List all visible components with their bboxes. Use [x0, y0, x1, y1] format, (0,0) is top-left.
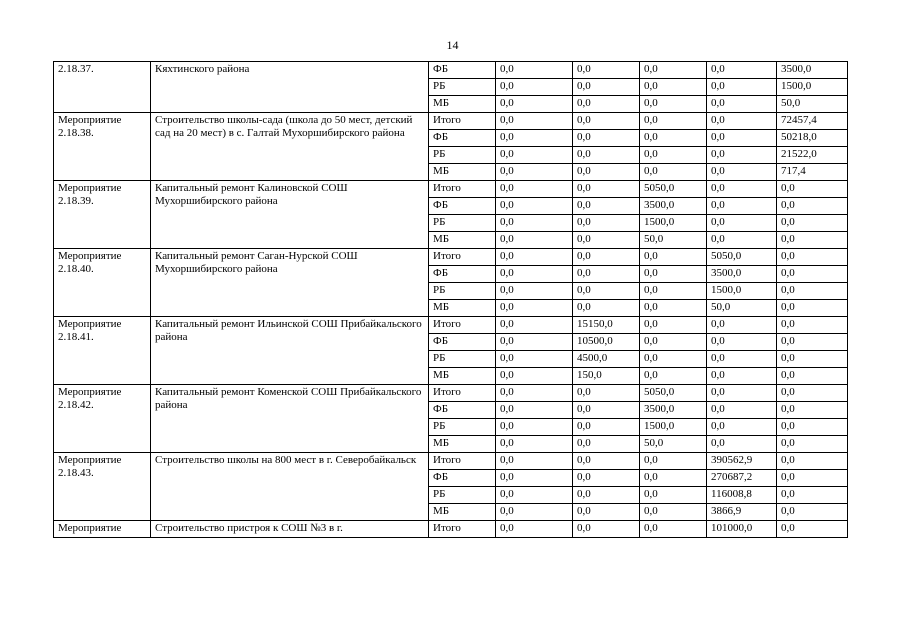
amount-cell: 0,0 [777, 181, 848, 198]
amount-cell: 0,0 [496, 266, 573, 283]
amount-cell: 0,0 [496, 232, 573, 249]
amount-cell: 0,0 [496, 334, 573, 351]
amount-cell: 0,0 [573, 147, 640, 164]
amount-cell: 0,0 [707, 130, 777, 147]
amount-cell: 50,0 [640, 232, 707, 249]
amount-cell: 0,0 [777, 521, 848, 538]
amount-cell: 0,0 [640, 317, 707, 334]
amount-cell: 0,0 [777, 232, 848, 249]
amount-cell: 0,0 [777, 504, 848, 521]
amount-cell: 0,0 [496, 402, 573, 419]
amount-cell: 10500,0 [573, 334, 640, 351]
table-row [54, 317, 848, 334]
funding-source-cell: ФБ [429, 334, 496, 351]
amount-cell: 116008,8 [707, 487, 777, 504]
amount-cell: 0,0 [707, 351, 777, 368]
table-row [54, 113, 848, 130]
measure-label: Мероприятие 2.18.39. [54, 181, 151, 249]
amount-cell: 0,0 [707, 385, 777, 402]
funding-source-cell: РБ [429, 351, 496, 368]
amount-cell: 0,0 [573, 113, 640, 130]
amount-cell: 0,0 [496, 130, 573, 147]
amount-cell: 0,0 [707, 79, 777, 96]
amount-cell: 0,0 [496, 504, 573, 521]
funding-source-cell: МБ [429, 300, 496, 317]
amount-cell: 1500,0 [640, 419, 707, 436]
measure-label: Мероприятие 2.18.41. [54, 317, 151, 385]
funding-source-cell: ФБ [429, 470, 496, 487]
amount-cell: 0,0 [640, 147, 707, 164]
funding-source-cell: МБ [429, 232, 496, 249]
amount-cell: 0,0 [496, 453, 573, 470]
amount-cell: 0,0 [573, 62, 640, 79]
amount-cell: 0,0 [573, 385, 640, 402]
amount-cell: 0,0 [496, 521, 573, 538]
amount-cell: 0,0 [573, 521, 640, 538]
amount-cell: 21522,0 [777, 147, 848, 164]
amount-cell: 0,0 [640, 300, 707, 317]
amount-cell: 50,0 [777, 96, 848, 113]
amount-cell: 0,0 [573, 402, 640, 419]
measure-label: Мероприятие 2.18.43. [54, 453, 151, 521]
funding-source-cell: РБ [429, 419, 496, 436]
amount-cell: 0,0 [573, 198, 640, 215]
amount-cell: 0,0 [573, 504, 640, 521]
amount-cell: 0,0 [573, 470, 640, 487]
amount-cell: 0,0 [777, 249, 848, 266]
funding-source-cell: РБ [429, 215, 496, 232]
amount-cell: 0,0 [707, 147, 777, 164]
page-number: 14 [446, 38, 459, 52]
funding-source-cell: Итого [429, 113, 496, 130]
measure-description: Капитальный ремонт Саган-Нурской СОШ Мухоршибирского района [151, 249, 429, 317]
amount-cell: 0,0 [496, 368, 573, 385]
amount-cell: 0,0 [777, 453, 848, 470]
measure-label: Мероприятие 2.18.42. [54, 385, 151, 453]
amount-cell: 0,0 [707, 113, 777, 130]
table-row [54, 385, 848, 402]
amount-cell: 101000,0 [707, 521, 777, 538]
amount-cell: 0,0 [640, 79, 707, 96]
amount-cell: 0,0 [707, 181, 777, 198]
amount-cell: 0,0 [707, 317, 777, 334]
amount-cell: 5050,0 [640, 181, 707, 198]
amount-cell: 1500,0 [640, 215, 707, 232]
amount-cell: 0,0 [573, 300, 640, 317]
amount-cell: 0,0 [496, 147, 573, 164]
amount-cell: 15150,0 [573, 317, 640, 334]
amount-cell: 0,0 [496, 79, 573, 96]
amount-cell: 0,0 [640, 62, 707, 79]
amount-cell: 0,0 [496, 385, 573, 402]
amount-cell: 0,0 [640, 96, 707, 113]
measure-description: Строительство школы-сада (школа до 50 мест, детский сад на 20 мест) в с. Галтай Мухоршибирского района [151, 113, 429, 181]
funding-source-cell: Итого [429, 453, 496, 470]
amount-cell: 0,0 [777, 368, 848, 385]
measure-description: Капитальный ремонт Ильинской СОШ Прибайкальского района [151, 317, 429, 385]
amount-cell: 0,0 [777, 385, 848, 402]
amount-cell: 0,0 [496, 487, 573, 504]
amount-cell: 0,0 [573, 181, 640, 198]
amount-cell: 0,0 [640, 164, 707, 181]
amount-cell: 0,0 [777, 436, 848, 453]
funding-source-cell: Итого [429, 521, 496, 538]
measure-description: Строительство пристроя к СОШ №3 в г. [151, 521, 429, 538]
amount-cell: 50,0 [640, 436, 707, 453]
funding-source-cell: Итого [429, 249, 496, 266]
amount-cell: 270687,2 [707, 470, 777, 487]
amount-cell: 0,0 [707, 164, 777, 181]
funding-source-cell: ФБ [429, 130, 496, 147]
measure-description: Капитальный ремонт Калиновской СОШ Мухоршибирского района [151, 181, 429, 249]
measure-description: Капитальный ремонт Коменской СОШ Прибайкальского района [151, 385, 429, 453]
measure-description: Строительство школы на 800 мест в г. Северобайкальск [151, 453, 429, 521]
amount-cell: 0,0 [573, 487, 640, 504]
amount-cell: 0,0 [640, 368, 707, 385]
amount-cell: 72457,4 [777, 113, 848, 130]
amount-cell: 0,0 [496, 419, 573, 436]
amount-cell: 0,0 [640, 249, 707, 266]
amount-cell: 3500,0 [707, 266, 777, 283]
amount-cell: 0,0 [573, 283, 640, 300]
amount-cell: 0,0 [573, 96, 640, 113]
amount-cell: 3500,0 [640, 198, 707, 215]
amount-cell: 0,0 [573, 215, 640, 232]
amount-cell: 0,0 [707, 62, 777, 79]
table-row [54, 181, 848, 198]
funding-source-cell: РБ [429, 487, 496, 504]
amount-cell: 0,0 [496, 96, 573, 113]
amount-cell: 0,0 [573, 130, 640, 147]
funding-source-cell: МБ [429, 436, 496, 453]
amount-cell: 0,0 [640, 113, 707, 130]
measure-label: Мероприятие 2.18.38. [54, 113, 151, 181]
amount-cell: 0,0 [573, 79, 640, 96]
amount-cell: 0,0 [496, 62, 573, 79]
funding-source-cell: РБ [429, 79, 496, 96]
measure-label: Мероприятие [54, 521, 151, 538]
amount-cell: 0,0 [707, 198, 777, 215]
amount-cell: 0,0 [573, 419, 640, 436]
amount-cell: 0,0 [496, 300, 573, 317]
amount-cell: 0,0 [777, 470, 848, 487]
amount-cell: 0,0 [496, 215, 573, 232]
amount-cell: 0,0 [777, 334, 848, 351]
amount-cell: 1500,0 [777, 79, 848, 96]
amount-cell: 0,0 [777, 300, 848, 317]
amount-cell: 390562,9 [707, 453, 777, 470]
amount-cell: 4500,0 [573, 351, 640, 368]
amount-cell: 0,0 [640, 334, 707, 351]
table-row [54, 62, 848, 79]
amount-cell: 0,0 [640, 351, 707, 368]
funding-source-cell: РБ [429, 147, 496, 164]
amount-cell: 0,0 [496, 113, 573, 130]
amount-cell: 0,0 [496, 249, 573, 266]
funding-source-cell: Итого [429, 385, 496, 402]
amount-cell: 717,4 [777, 164, 848, 181]
amount-cell: 0,0 [573, 266, 640, 283]
amount-cell: 0,0 [707, 215, 777, 232]
table-body [54, 62, 848, 538]
amount-cell: 0,0 [496, 181, 573, 198]
amount-cell: 0,0 [707, 419, 777, 436]
amount-cell: 0,0 [707, 436, 777, 453]
amount-cell: 0,0 [777, 351, 848, 368]
table-row [54, 521, 848, 538]
amount-cell: 0,0 [640, 504, 707, 521]
amount-cell: 0,0 [777, 198, 848, 215]
amount-cell: 0,0 [573, 232, 640, 249]
amount-cell: 0,0 [573, 453, 640, 470]
amount-cell: 0,0 [640, 521, 707, 538]
funding-source-cell: Итого [429, 181, 496, 198]
funding-source-cell: Итого [429, 317, 496, 334]
amount-cell: 0,0 [777, 317, 848, 334]
funding-source-cell: ФБ [429, 198, 496, 215]
amount-cell: 50,0 [707, 300, 777, 317]
amount-cell: 0,0 [496, 283, 573, 300]
funding-source-cell: ФБ [429, 62, 496, 79]
amount-cell: 0,0 [777, 487, 848, 504]
amount-cell: 5050,0 [707, 249, 777, 266]
amount-cell: 0,0 [496, 317, 573, 334]
amount-cell: 0,0 [777, 283, 848, 300]
amount-cell: 0,0 [640, 283, 707, 300]
funding-source-cell: ФБ [429, 402, 496, 419]
amount-cell: 0,0 [777, 402, 848, 419]
amount-cell: 0,0 [640, 487, 707, 504]
table-row [54, 249, 848, 266]
measure-label: Мероприятие 2.18.40. [54, 249, 151, 317]
amount-cell: 0,0 [777, 419, 848, 436]
amount-cell: 0,0 [707, 334, 777, 351]
amount-cell: 3500,0 [640, 402, 707, 419]
funding-source-cell: МБ [429, 368, 496, 385]
funding-source-cell: МБ [429, 96, 496, 113]
amount-cell: 0,0 [496, 470, 573, 487]
amount-cell: 0,0 [640, 453, 707, 470]
funding-source-cell: МБ [429, 164, 496, 181]
amount-cell: 0,0 [707, 368, 777, 385]
amount-cell: 3500,0 [777, 62, 848, 79]
amount-cell: 1500,0 [707, 283, 777, 300]
amount-cell: 0,0 [640, 470, 707, 487]
amount-cell: 0,0 [496, 198, 573, 215]
amount-cell: 0,0 [496, 351, 573, 368]
amount-cell: 0,0 [640, 266, 707, 283]
amount-cell: 0,0 [496, 164, 573, 181]
funding-source-cell: МБ [429, 504, 496, 521]
funding-source-cell: ФБ [429, 266, 496, 283]
amount-cell: 0,0 [707, 402, 777, 419]
amount-cell: 0,0 [777, 215, 848, 232]
table-row [54, 453, 848, 470]
amount-cell: 0,0 [640, 130, 707, 147]
amount-cell: 0,0 [573, 436, 640, 453]
funding-source-cell: РБ [429, 283, 496, 300]
amount-cell: 150,0 [573, 368, 640, 385]
amount-cell: 0,0 [707, 96, 777, 113]
amount-cell: 5050,0 [640, 385, 707, 402]
amount-cell: 50218,0 [777, 130, 848, 147]
amount-cell: 3866,9 [707, 504, 777, 521]
amount-cell: 0,0 [777, 266, 848, 283]
amount-cell: 0,0 [573, 249, 640, 266]
amount-cell: 0,0 [573, 164, 640, 181]
amount-cell: 0,0 [707, 232, 777, 249]
budget-table [53, 61, 848, 538]
measure-label: 2.18.37. [54, 62, 151, 113]
measure-description: Кяхтинского района [151, 62, 429, 113]
amount-cell: 0,0 [496, 436, 573, 453]
